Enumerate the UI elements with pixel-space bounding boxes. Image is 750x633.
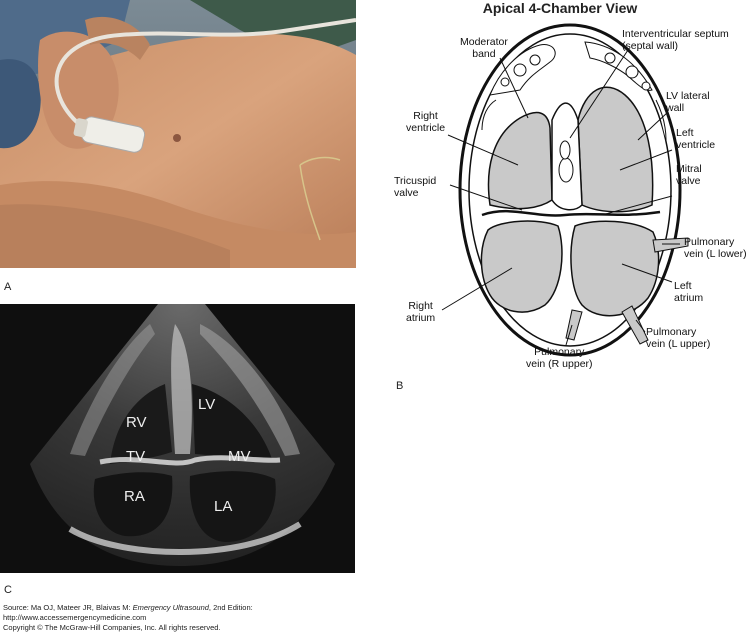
label-right-atrium: Right atrium (406, 300, 436, 324)
echo-ultrasound-image (0, 304, 355, 573)
source-footer (3, 603, 253, 633)
left-atrium-chamber (571, 221, 659, 315)
label-left-atrium: Left atrium (674, 280, 704, 304)
echo-label-la: LA (214, 498, 233, 515)
source-line: Source: Ma OJ, Mateer JR, Blaivas M: Emergency Ultrasound, 2nd Edition: (3, 603, 253, 612)
apical-4-chamber-diagram (370, 0, 750, 380)
echo-label-ra: RA (124, 488, 145, 505)
echo-label-mv: MV (228, 448, 251, 465)
ultrasound-sector (0, 304, 355, 573)
panel-a-label: A (4, 281, 12, 293)
label-tricuspid-valve: Tricuspid valve (394, 175, 437, 199)
diagram-title: Apical 4-Chamber View (482, 0, 638, 16)
photo-illustration (0, 0, 356, 268)
label-mitral-valve: Mitral valve (676, 163, 702, 187)
echo-label-tv: TV (126, 448, 146, 465)
panel-c-label: C (4, 584, 12, 596)
right-atrium-chamber (481, 221, 562, 312)
echo-label-rv: RV (126, 414, 147, 431)
label-pulmonary-vein-l-upper: Pulmonary vein (L upper) (646, 326, 711, 350)
label-moderator-band: Moderator band (460, 36, 508, 60)
copyright-line: Copyright © The McGraw-Hill Companies, Inc. All rights reserved. (3, 623, 221, 632)
source-url[interactable]: http://www.accessemergencymedicine.com (3, 613, 147, 622)
panel-b-label: B (396, 380, 404, 392)
label-left-ventricle: Left ventricle (676, 127, 716, 151)
probe-placement-photo (0, 0, 356, 268)
label-lv-lateral-wall: LV lateral wall (666, 90, 710, 114)
label-right-ventricle: Right ventricle (406, 110, 446, 134)
label-interventricular-septum: Interventricular septum (septal wall) (622, 28, 729, 52)
label-pulmonary-vein-l-lower: Pulmonary vein (L lower) (684, 236, 747, 260)
echo-label-lv: LV (198, 396, 216, 413)
label-pulmonary-vein-r-upper: Pulmonary vein (R upper) (526, 346, 593, 370)
